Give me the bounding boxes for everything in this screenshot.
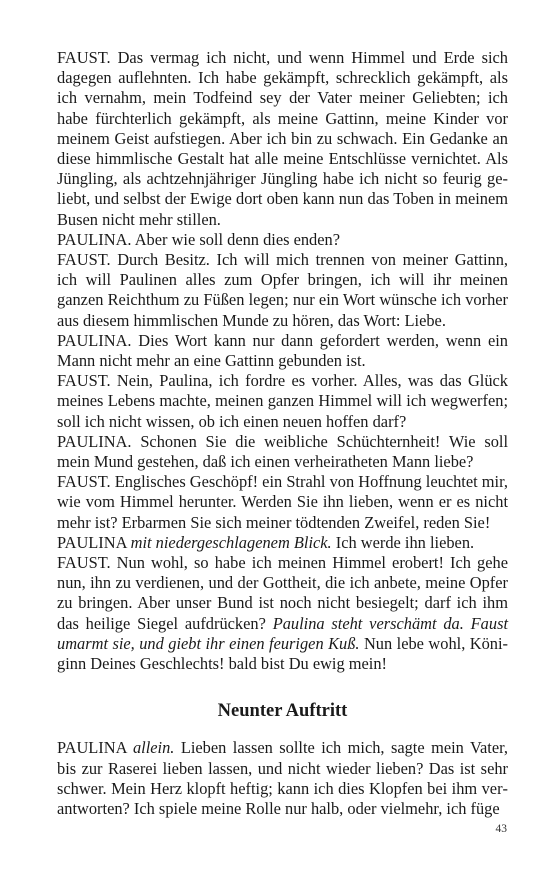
- monologue-section: [57, 738, 508, 819]
- paragraph: [57, 553, 508, 674]
- paragraph: [57, 371, 508, 432]
- text-run: Lieben lassen sollte ich mich, sagte mein Vater, bis zur Raserei lieben lassen, und nicht wieder lieben? Das ist sehr schwer. Mein Herz klopft heftig; kann ich dies Klopfen bei ihm verantworten? Ich spiele meine Rolle nur halb, oder vielmehr, ich füge: [57, 738, 508, 818]
- paragraph: [57, 533, 508, 553]
- text-run: Nun lebe wohl, Königinn Deines Geschlechts! bald bist Du ewig mein!: [57, 633, 508, 674]
- text-run: PAULINA. Schonen Sie die weibliche Schüchternheit! Wie soll mein Mund gestehen, daß ich einen verheiratheten Mann liebe?: [57, 431, 508, 472]
- paragraph: [57, 432, 508, 472]
- text-run: PAULINA. Aber wie soll denn dies enden?: [57, 229, 340, 249]
- text-run: Ich werde ihn lieben.: [331, 532, 475, 552]
- paragraph: [57, 331, 508, 371]
- paragraph: [57, 472, 508, 533]
- dialogue-section: [57, 48, 508, 674]
- stage-direction: mit niedergeschlagenem Blick.: [130, 532, 332, 552]
- scene-heading: Neunter Auftritt: [217, 701, 348, 722]
- paragraph: [57, 48, 508, 230]
- text-run: FAUST. Das vermag ich nicht, und wenn Himmel und Erde sich dagegen auflehnten. Ich habe gekämpft, schrecklich gekämpft, als ich vernahm, mein Todfeind sey der Vater meiner Geliebten; ich habe fürchterlich gekämpft, als meine Gattinn, meine Kinder vor meinem Geist aufstiegen. Aber ich bin zu schwach. Ein Gedanke an diese himmlische Gestalt hat alle meine Entschlüsse vernichtet. Als Jüngling, als achtzehnjähriger Jüngling habe ich nicht so feurig geliebt, und selbst der Ewige dort oben kann nun das Toben in meinem Busen nicht mehr stillen.: [57, 48, 508, 229]
- text-run: PAULINA. Dies Wort kann nur dann gefordert werden, wenn ein Mann nicht mehr an eine Gattinn gebunden ist.: [57, 330, 508, 371]
- text-run: FAUST. Durch Besitz. Ich will mich trennen von meiner Gattinn, ich will Paulinen alles zum Opfer bringen, ich will ihr meinen ganzen Reichthum zu Füßen legen; nur ein Wort wünsche ich vorher aus diesem himmlischen Munde zu hören, das Wort: Liebe.: [57, 250, 508, 330]
- stage-direction: allein.: [132, 738, 175, 758]
- text-run: PAULINA: [57, 738, 133, 758]
- paragraph: [57, 250, 508, 331]
- page-body: [57, 48, 508, 819]
- text-run: PAULINA: [57, 532, 131, 552]
- paragraph: [57, 738, 508, 819]
- stage-direction: Paulina steht verschämt da. Faust umarmt sie, und giebt ihr einen feurigen Kuß.: [57, 613, 508, 653]
- text-run: FAUST. Englisches Geschöpf! ein Strahl von Hoffnung leuchtet mir, wie vom Himmel herunter. Werden Sie ihn lieben, wenn er es nicht mehr ist? Erbarmen Sie sich meiner tödtenden Zweifel, reden Sie!: [57, 472, 508, 532]
- paragraph: [57, 230, 508, 250]
- page-number: 43: [495, 823, 507, 835]
- text-run: FAUST. Nein, Paulina, ich fordre es vorher. Alles, was das Glück meines Lebens machte, meinen ganzen Himmel will ich wegwerfen; soll ich nicht wissen, ob ich einen neuen hoffen darf?: [57, 371, 508, 431]
- text-run: FAUST. Nun wohl, so habe ich meinen Himmel erobert! Ich gehe nun, ihn zu verdienen, und der Gottheit, die ich anbete, meine Opfer zu bringen. Aber unser Bund ist noch nicht besiegelt; darf ich ihm das heilige Siegel aufdrücken?: [57, 553, 508, 633]
